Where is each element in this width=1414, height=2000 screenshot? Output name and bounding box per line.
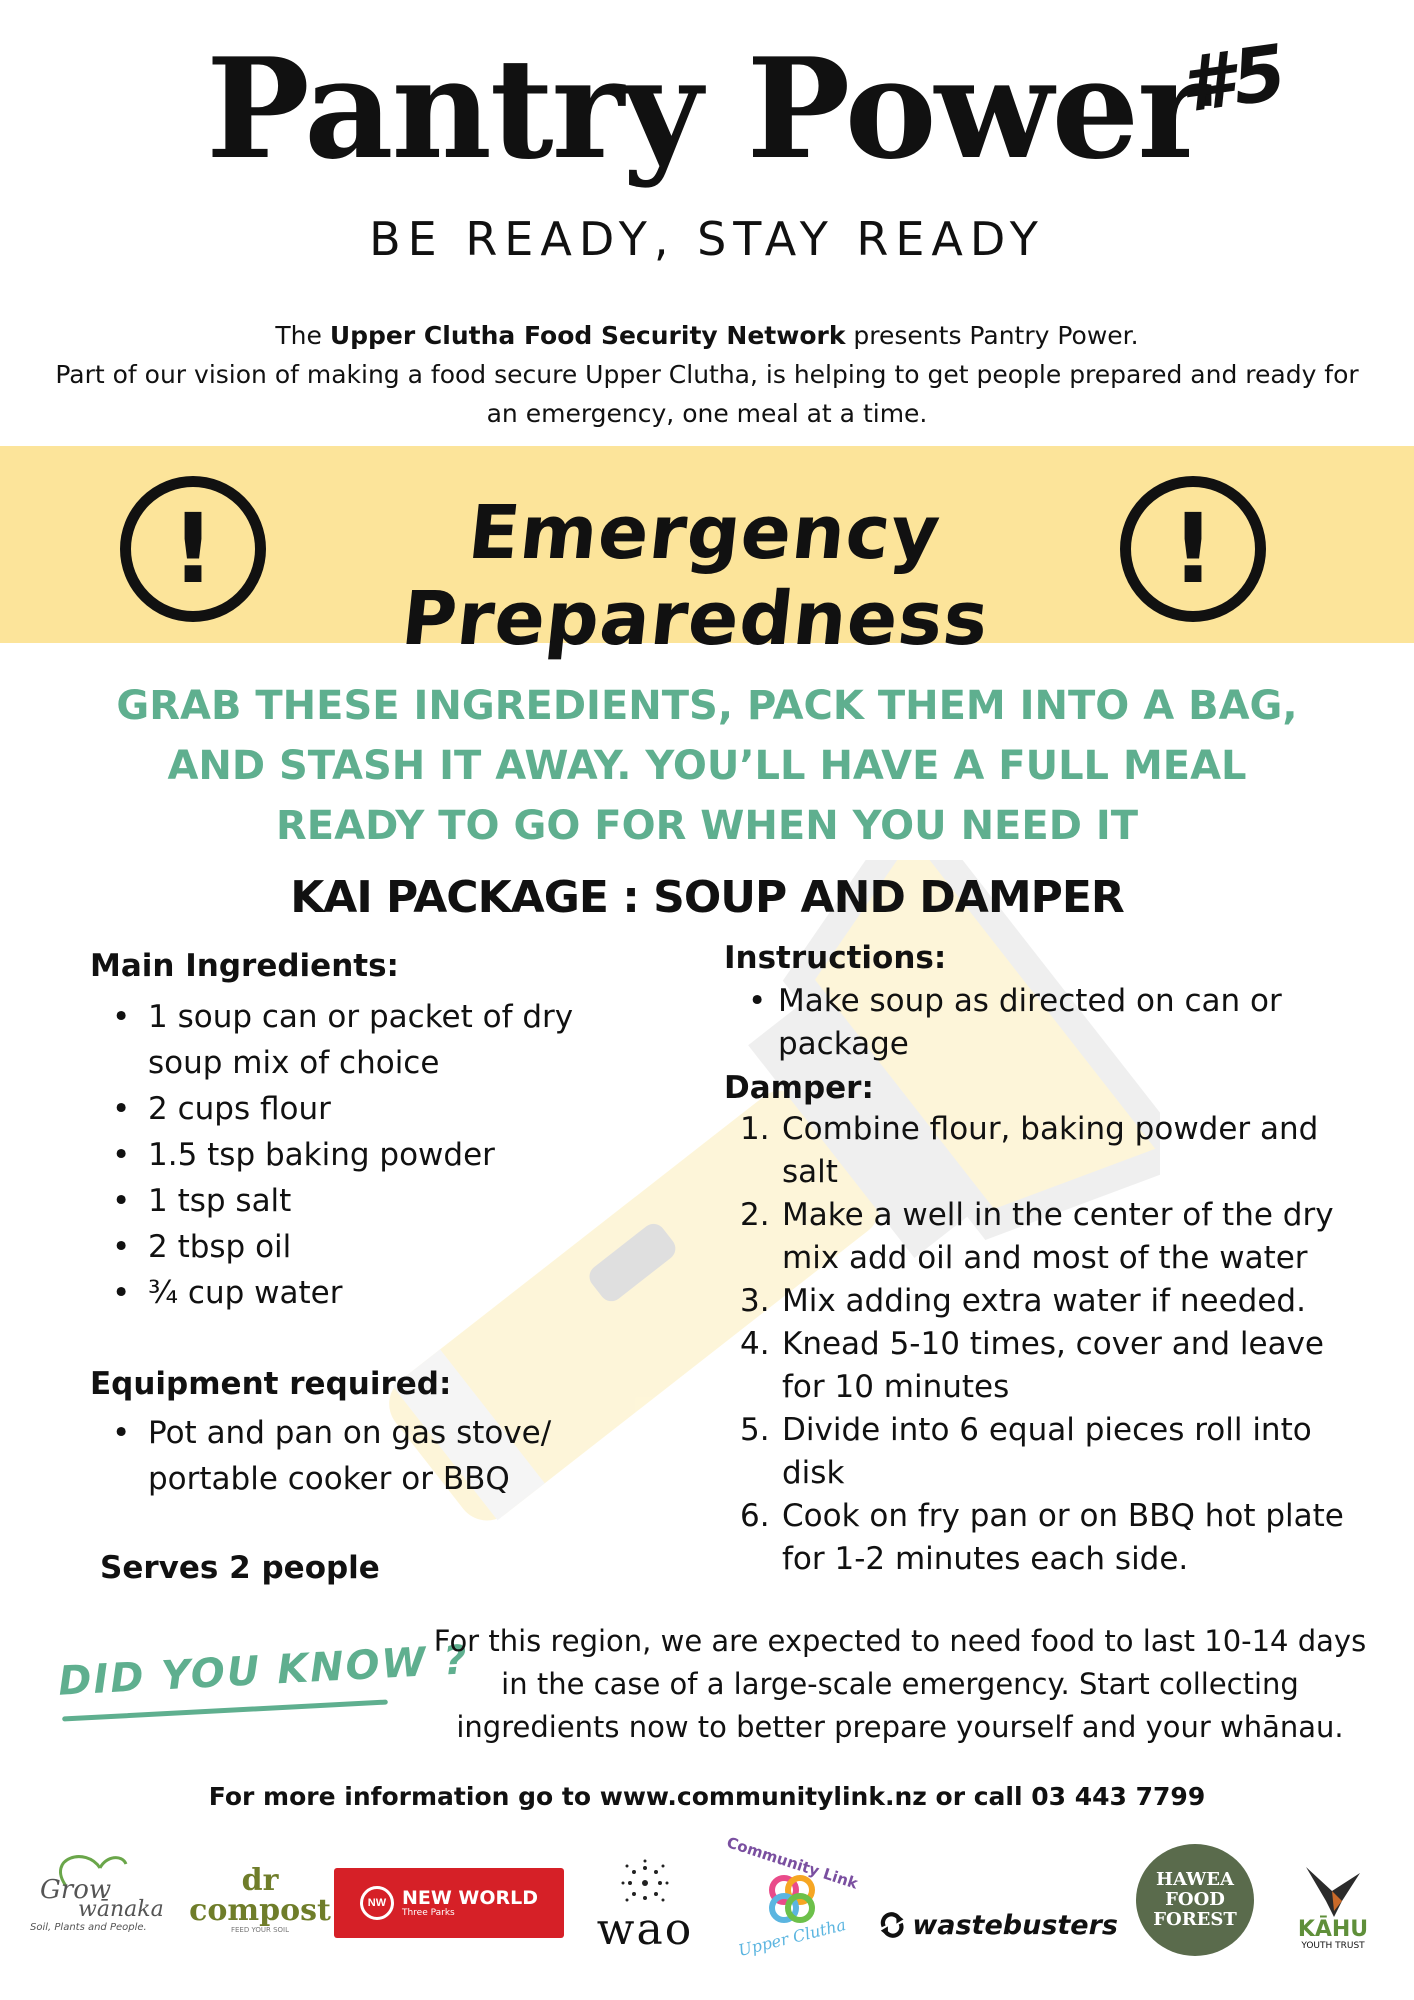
svg-text:Grow: Grow [40, 1875, 112, 1905]
hawea-food-forest-logo: HAWEA FOOD FOREST [1130, 1840, 1260, 1960]
list-item: • ¾ cup water [92, 1270, 612, 1316]
page-subtitle: BE READY, STAY READY [369, 212, 1045, 266]
package-title: KAI PACKAGE : SOUP AND DAMPER [290, 872, 1124, 923]
footer-info: For more information go to www.communitylink.nz or call 03 443 7799 [208, 1782, 1206, 1811]
list-item: 1. Combine flour, baking powder and salt [740, 1111, 1319, 1190]
intro-text [40, 316, 1374, 433]
list-item: 6. Cook on fry pan or on BBQ hot plate for 1-2 minutes each side. [740, 1498, 1344, 1577]
list-item: • 2 cups flour [92, 1086, 612, 1132]
list-item: 4. Knead 5-10 times, cover and leave for 10 minutes [740, 1326, 1324, 1405]
equipment-list [92, 1410, 652, 1502]
did-you-know-label: DID YOU KNOW ? [57, 1637, 470, 1705]
recycle-arrows-icon [878, 1905, 906, 1945]
list-item: • Make soup as directed on can or package [728, 980, 1328, 1066]
equipment-heading: Equipment required: [90, 1366, 452, 1402]
list-item: 3. Mix adding extra water if needed. [740, 1283, 1306, 1319]
instructions-list [728, 980, 1328, 1066]
exclamation-icon: ! [1120, 476, 1266, 622]
ingredients-list [92, 994, 612, 1316]
network-name: Upper Clutha Food Security Network [329, 321, 846, 350]
intro-line-1: The Upper Clutha Food Security Network presents Pantry Power. [275, 321, 1139, 350]
instructions-heading: Instructions: [724, 940, 947, 976]
emergency-banner [0, 446, 1414, 662]
serves-label: Serves 2 people [100, 1550, 380, 1586]
list-item: • 1.5 tsp baking powder [92, 1132, 612, 1178]
damper-steps [730, 1108, 1350, 1581]
community-link-logo: Community Link Upper Clutha [724, 1832, 860, 1960]
grow-wanaka-logo [26, 1838, 176, 1934]
wao-logo: wao [580, 1850, 710, 1960]
wastebusters-logo: wastebusters [878, 1895, 1118, 1955]
list-item: • 2 tbsp oil [92, 1224, 612, 1270]
bird-icon [1298, 1861, 1368, 1919]
list-item: 5. Divide into 6 equal pieces roll into disk [740, 1412, 1312, 1491]
damper-heading: Damper: [724, 1070, 874, 1106]
did-you-know-underline [62, 1699, 388, 1721]
issue-badge: #5 [1174, 27, 1292, 130]
main-ingredients-heading: Main Ingredients: [90, 948, 399, 984]
svg-text:Soil, Plants and People.: Soil, Plants and People. [30, 1922, 147, 1933]
exclamation-icon: ! [120, 476, 266, 622]
page-title: Pantry Power [206, 27, 1208, 190]
list-item: 2. Make a well in the center of the dry mix add oil and most of the water [740, 1197, 1334, 1276]
kahu-youth-trust-logo: KĀHU YOUTH TRUST [1278, 1846, 1388, 1966]
new-world-logo: NW NEW WORLD Three Parks [334, 1868, 564, 1938]
did-you-know-text: For this region, we are expected to need food to last 10-14 days in the case of a large-scale emergency. Start collecting ingredients now to better prepare yourself and your whānau. [433, 1624, 1367, 1744]
list-item: • Pot and pan on gas stove/ portable cooker or BBQ [92, 1410, 652, 1502]
callout-text: GRAB THESE INGREDIENTS, PACK THEM INTO A BAG, AND STASH IT AWAY. YOU’LL HAVE A FULL MEAL READY TO GO FOR WHEN YOU NEED IT [116, 683, 1298, 849]
list-item: • 1 soup can or packet of dry soup mix of choice [92, 994, 612, 1086]
list-item: • 1 tsp salt [92, 1178, 612, 1224]
intro-line-2: Part of our vision of making a food secure Upper Clutha, is helping to get people prepared and ready for an emergency, one meal at a time. [55, 360, 1359, 428]
banner-title: Emergency Preparedness [397, 490, 994, 662]
svg-text:wānaka: wānaka [78, 1897, 164, 1922]
dr-compost-logo: dr compost FEED YOUR SOIL [189, 1863, 331, 1934]
